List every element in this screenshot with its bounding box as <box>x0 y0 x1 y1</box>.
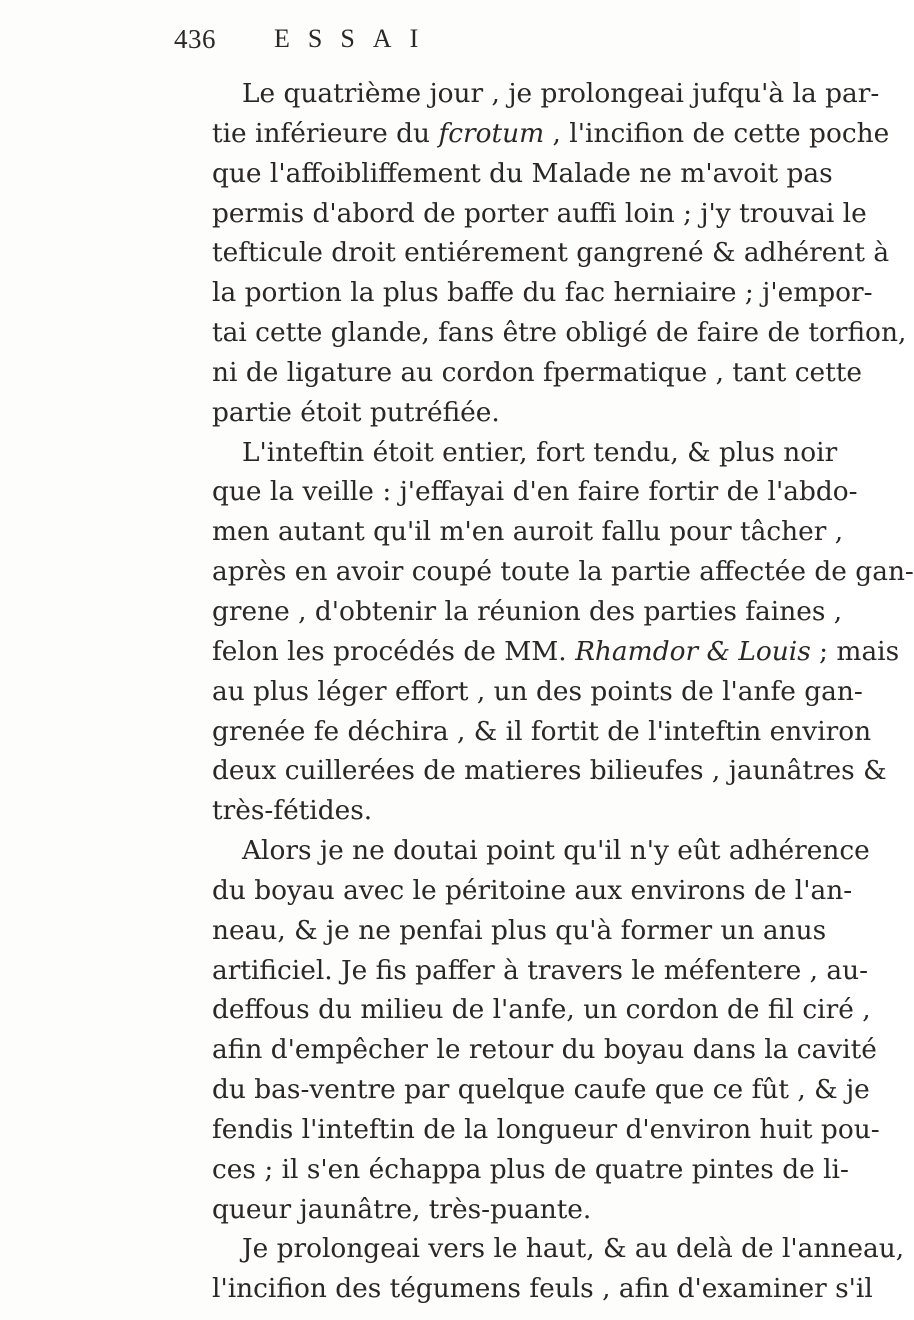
text-run: queur jaunâtre, très-puante. <box>212 1193 592 1225</box>
text-run: du boyau avec le péritoine aux environs de l'an- <box>212 874 853 906</box>
text-line <box>212 512 844 552</box>
text-run: artificiel. Je fis paffer à travers le méfentere , au- <box>212 954 869 986</box>
text-run: tai cette glande, fans être obligé de faire de torfion, <box>212 317 907 349</box>
text-line <box>212 592 843 632</box>
text-run: l'incifion des tégumens feuls , afin d'examiner s'il <box>212 1273 873 1305</box>
text-run: au plus léger effort , un des points de l'anfe gan- <box>212 675 863 707</box>
text-line <box>212 74 880 114</box>
text-run: grenée fe déchira , & il fortit de l'inteftin environ <box>212 715 872 747</box>
text-line <box>212 871 853 911</box>
text-run: men autant qu'il m'en auroit fallu pour tâcher , <box>212 516 844 548</box>
text-run: du bas-ventre par quelque caufe que ce fût , & je <box>212 1074 870 1106</box>
text-line <box>212 1030 877 1070</box>
page-number: 436 <box>174 24 216 54</box>
running-title: ESSAI <box>274 24 437 53</box>
text-line <box>212 1269 873 1309</box>
text-line <box>212 353 862 393</box>
text-line <box>212 233 890 273</box>
text-line <box>212 194 867 234</box>
text-line <box>212 990 871 1030</box>
text-line <box>212 712 872 752</box>
text-run: felon les procédés de MM. <box>212 635 576 667</box>
text-run: ces ; il s'en échappa plus de quatre pintes de li- <box>212 1153 849 1185</box>
text-line <box>212 911 827 951</box>
italic-run: Rhamdor & Louis <box>575 635 811 667</box>
text-run: partie étoit putréfiée. <box>212 396 500 428</box>
text-run: Je prolongeai vers le haut, & au delà de l'anneau, <box>242 1233 905 1265</box>
text-line <box>212 751 887 791</box>
text-run: tefticule droit entiérement gangrené & adhérent à <box>212 237 890 269</box>
text-line <box>212 1070 870 1110</box>
text-line <box>212 273 873 313</box>
running-head <box>174 24 734 68</box>
text-run: après en avoir coupé toute la partie affectée de gan- <box>212 556 914 588</box>
text-line <box>212 1150 849 1190</box>
text-line <box>212 552 914 592</box>
text-run: L'inteftin étoit entier, fort tendu, & plus noir <box>242 436 838 468</box>
text-line <box>212 951 869 991</box>
body-text <box>212 74 914 1305</box>
text-run: Alors je ne doutai point qu'il n'y eût adhérence <box>242 835 870 867</box>
text-line <box>212 393 754 433</box>
text-run: permis d'abord de porter auffi loin ; j'y trouvai le <box>212 197 867 229</box>
text-line <box>212 672 863 712</box>
text-line <box>212 472 858 512</box>
text-run: ni de ligature au cordon fpermatique , tant cette <box>212 356 862 388</box>
text-line <box>212 1190 754 1230</box>
text-line <box>212 313 907 353</box>
text-run: deffous du milieu de l'anfe, un cordon de fil ciré , <box>212 994 871 1026</box>
text-run: afin d'empêcher le retour du boyau dans la cavité <box>212 1034 877 1066</box>
text-run: neau, & je ne penfai plus qu'à former un anus <box>212 914 827 946</box>
text-line <box>212 1110 880 1150</box>
text-run: ; mais <box>810 635 900 667</box>
text-line <box>212 433 838 473</box>
text-run: Le quatrième jour , je prolongeai jufqu'à la par- <box>242 78 880 109</box>
text-line <box>212 632 900 672</box>
text-run: que l'affoibliffement du Malade ne m'avoit pas <box>212 157 833 189</box>
text-line <box>212 1229 905 1269</box>
text-run: très-fétides. <box>212 795 373 827</box>
text-run: deux cuillerées de matieres bilieufes , jaunâtres & <box>212 755 887 787</box>
text-run: la portion la plus baffe du fac herniaire ; j'empor- <box>212 277 873 309</box>
text-run: grene , d'obtenir la réunion des parties faines , <box>212 595 843 627</box>
text-run: tie inférieure du <box>212 117 439 149</box>
text-line <box>212 114 890 154</box>
text-line <box>212 154 833 194</box>
text-line <box>212 831 870 871</box>
italic-run: fcrotum <box>438 117 545 149</box>
text-run: , l'incifion de cette poche <box>544 117 890 149</box>
text-run: fendis l'inteftin de la longueur d'environ huit pou- <box>212 1113 880 1145</box>
text-run: que la veille : j'effayai d'en faire fortir de l'abdo- <box>212 476 858 508</box>
text-line <box>212 791 754 831</box>
